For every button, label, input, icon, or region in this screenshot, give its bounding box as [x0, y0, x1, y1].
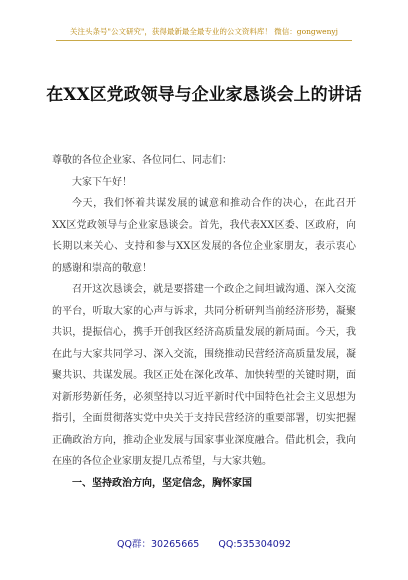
salutation: 尊敬的各位企业家、各位同仁、同志们：	[52, 155, 232, 166]
header-note: 关注头条号"公文研究"，获得最新最全最专业的公文资料库！ 微信：gongwenyj	[70, 27, 338, 36]
footer	[0, 536, 408, 550]
document-body	[52, 150, 356, 494]
paragraph: 今天，我们怀着共谋发展的诚意和推动合作的决心，在此召开XX区党政领导与企业家恳谈会。首先，我代表XX区委、区政府，向长期以来关心、支持和参与XX区发展的各位企业家朋友，表示衷心的感谢和崇高的敬意！	[52, 198, 356, 274]
header-divider	[56, 40, 352, 41]
document-title: 在XX区党政领导与企业家恳谈会上的讲话	[46, 85, 362, 105]
section-heading: 一、坚持政治方向，坚定信念，胸怀家国	[72, 477, 252, 489]
footer-qq: QQ:535304092	[218, 539, 291, 550]
greeting: 大家下午好！	[72, 176, 132, 188]
footer-qq-group: QQ群：30265665	[117, 539, 200, 550]
paragraph: 召开这次恳谈会，就是要搭建一个政企之间坦诚沟通、深入交流的平台，听取大家的心声与诉求，共同分析研判当前经济形势，凝聚共识，提振信心，携手开创我区经济高质量发展的新局面。今天，我在此与大家共同学习、深入交流，围绕推动民营经济高质量发展，凝聚共识、共谋发展。我区正处在深化改革、加快转型的关键时期，面对新形势新任务，必须坚持以习近平新时代中国特色社会主义思想为指引，全面贯彻落实党中央关于支持民营经济的重要部署，切实把握正确政治方向，推动企业发展与国家事业深度融合。借此机会，我向在座的各位企业家朋友提几点希望，与大家共勉。	[52, 284, 356, 467]
